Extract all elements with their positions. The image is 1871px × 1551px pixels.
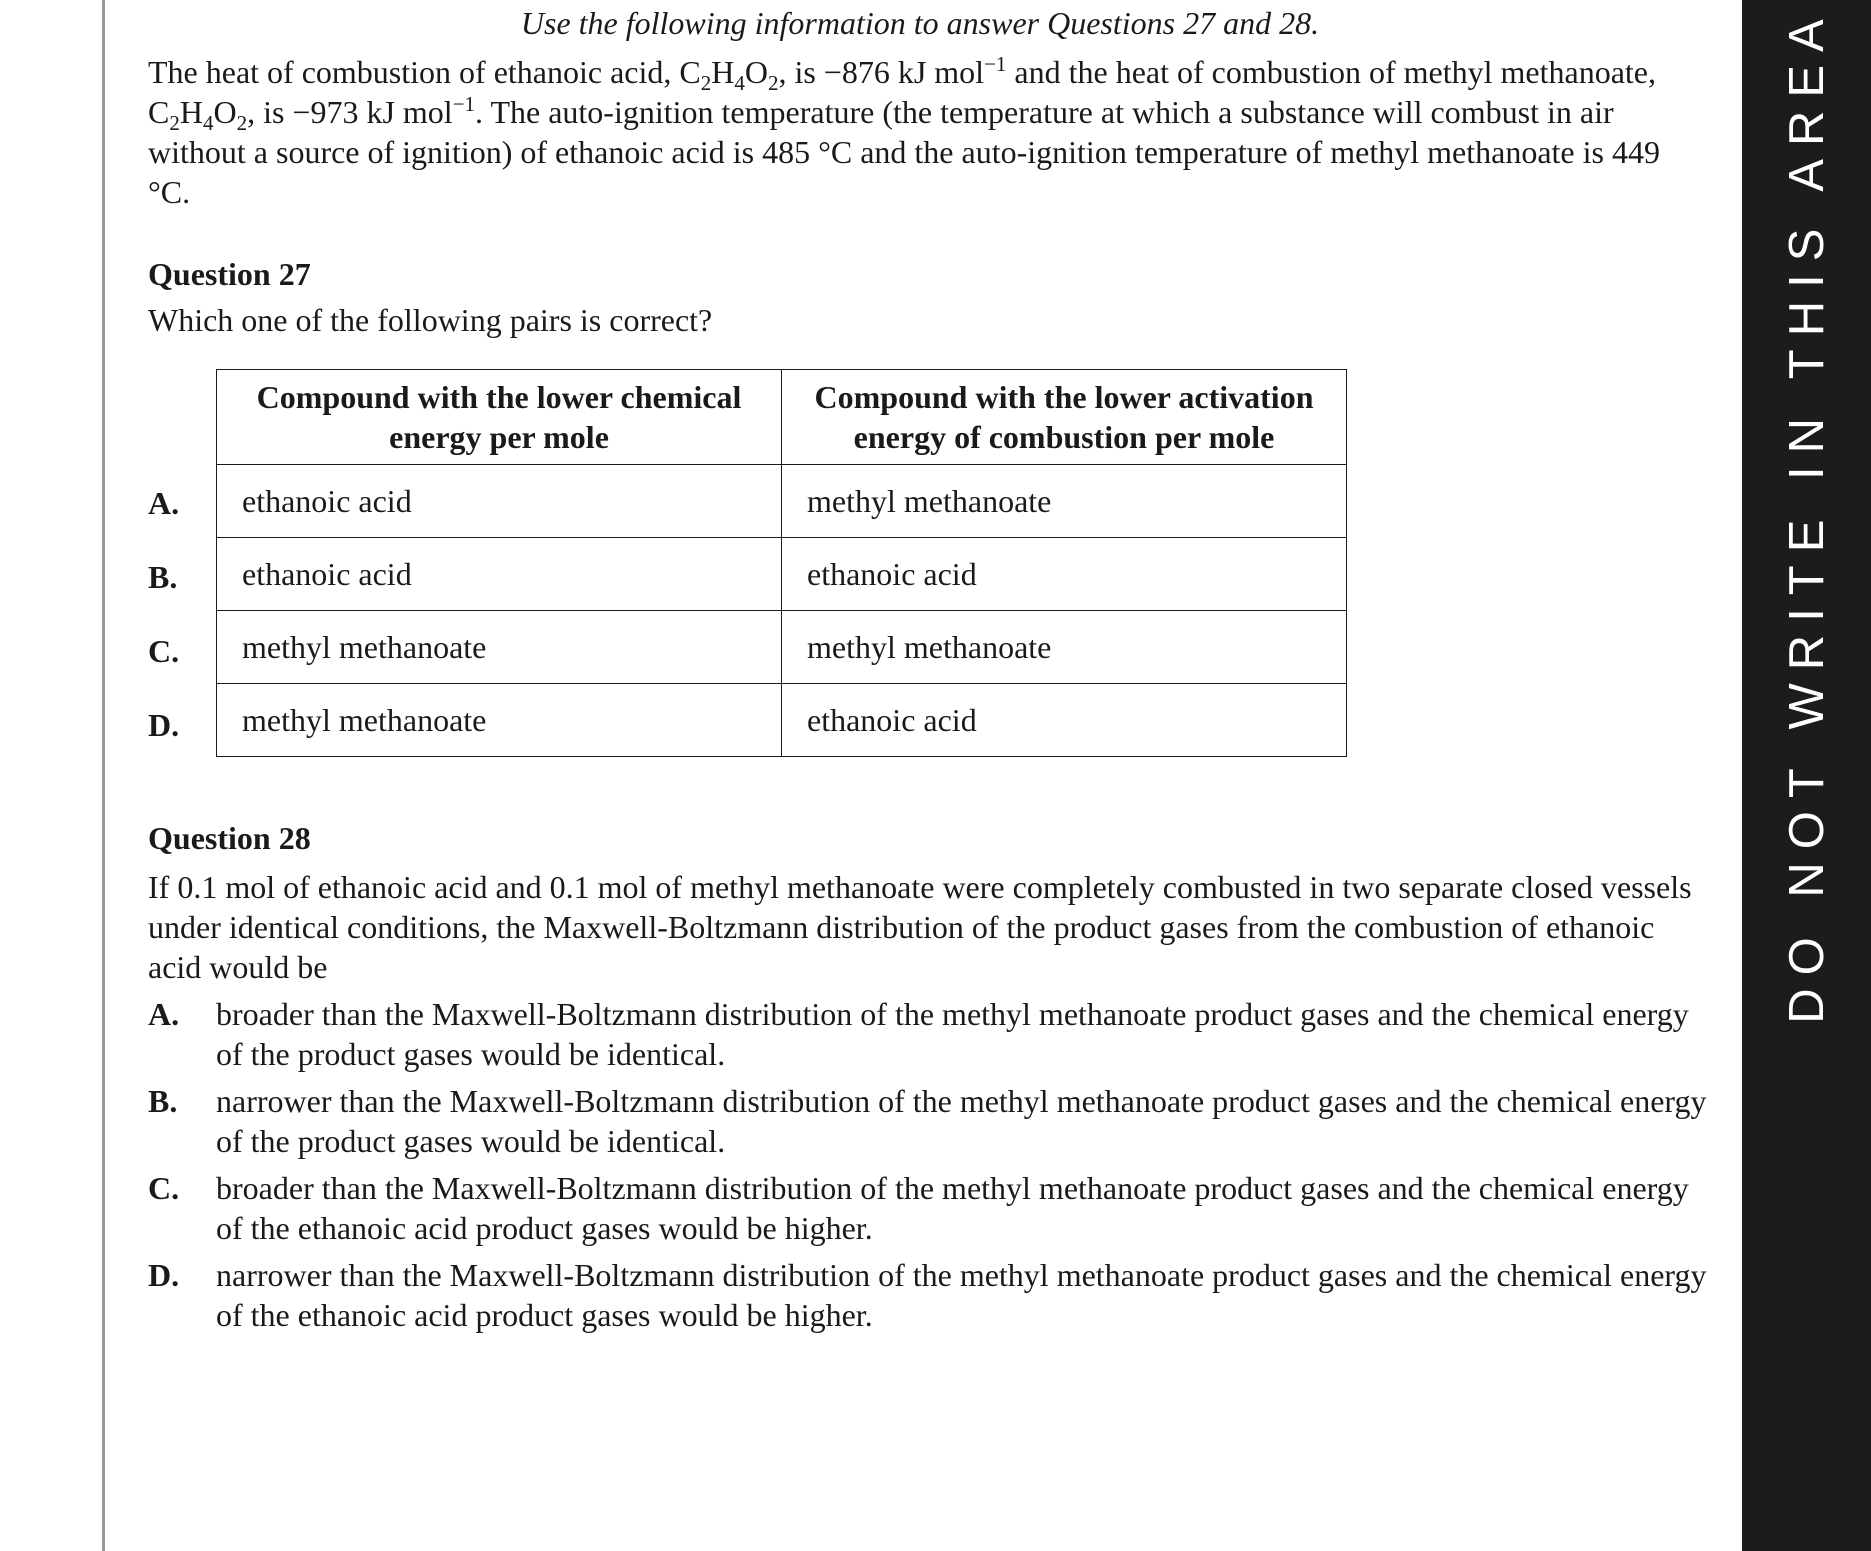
- subscript: 4: [734, 71, 745, 95]
- question-28-heading: Question 28: [148, 820, 311, 856]
- table-cell: methyl methanoate: [782, 465, 1347, 538]
- element-h: H: [711, 54, 735, 90]
- row-label-b: B.: [148, 559, 178, 595]
- question-27-prompt: Which one of the following pairs is correct?: [148, 302, 713, 338]
- option-label: D.: [148, 1257, 180, 1293]
- instruction-text: Use the following information to answer Questions 27 and 28.: [520, 5, 1320, 41]
- option-text: narrower than the Maxwell-Boltzmann distribution of the methyl methanoate product gases and the chemical energy of the product gases would be identical.: [216, 1083, 1707, 1159]
- margin-note: DO NOT WRITE IN THIS AREA: [1779, 6, 1834, 1024]
- option-label: A.: [148, 996, 180, 1032]
- table-cell: ethanoic acid: [782, 684, 1347, 757]
- option-text: narrower than the Maxwell-Boltzmann distribution of the methyl methanoate product gases and the chemical energy of the ethanoic acid product gases would be higher.: [216, 1257, 1707, 1333]
- subscript: 2: [169, 111, 180, 135]
- option-label: B.: [148, 1083, 178, 1119]
- option-label: C.: [148, 1170, 180, 1206]
- info-text-2: , is −876 kJ mol: [778, 54, 985, 90]
- column-header-activation-energy: Compound with the lower activation energy of combustion per mole: [782, 370, 1347, 465]
- subscript: 2: [767, 71, 779, 95]
- question-27-heading: Question 27: [148, 256, 311, 292]
- row-label-d: D.: [148, 707, 180, 743]
- subscript: 2: [700, 71, 712, 95]
- superscript: −1: [984, 52, 1007, 76]
- table-row: [217, 611, 1347, 684]
- option-b: [148, 1081, 1708, 1161]
- answer-table: [216, 369, 1347, 757]
- element-h: H: [179, 94, 203, 130]
- column-header-chemical-energy: Compound with the lower chemical energy per mole: [217, 370, 782, 465]
- table-cell: ethanoic acid: [217, 465, 782, 538]
- table-header-row: [217, 370, 1347, 465]
- subscript: 2: [236, 111, 248, 135]
- margin-bar: [1742, 0, 1871, 1551]
- info-paragraph: [148, 52, 1708, 212]
- table-cell: methyl methanoate: [782, 611, 1347, 684]
- table-cell: ethanoic acid: [782, 538, 1347, 611]
- info-text-5: . The auto-ignition temperature (the temperature at which a substance will combust in air without a source of ignition) of ethanoic acid is 485 °C and the auto-ignition temperature of methyl methanoate is 449 °C.: [148, 94, 1660, 210]
- option-d: [148, 1255, 1708, 1335]
- superscript: −1: [452, 92, 476, 116]
- left-page-rule: [102, 0, 105, 1551]
- table-cell: methyl methanoate: [217, 684, 782, 757]
- table-row: [217, 684, 1347, 757]
- info-text-3: and the heat of combustion of methyl methanoate, C: [148, 54, 1656, 130]
- info-text-4: , is −973 kJ mol: [247, 94, 453, 130]
- table-row: [217, 538, 1347, 611]
- element-o: O: [744, 54, 768, 90]
- table-cell: methyl methanoate: [217, 611, 782, 684]
- element-o: O: [213, 94, 237, 130]
- info-text-1: The heat of combustion of ethanoic acid, C: [148, 54, 701, 90]
- subscript: 4: [202, 111, 214, 135]
- row-label-a: A.: [148, 485, 180, 521]
- option-text: broader than the Maxwell-Boltzmann distribution of the methyl methanoate product gases and the chemical energy of the ethanoic acid product gases would be higher.: [216, 1170, 1689, 1246]
- option-text: broader than the Maxwell-Boltzmann distribution of the methyl methanoate product gases and the chemical energy of the product gases would be identical.: [216, 996, 1689, 1072]
- question-28-prompt: If 0.1 mol of ethanoic acid and 0.1 mol of methyl methanoate were completely combusted in two separate closed vessels under identical conditions, the Maxwell-Boltzmann distribution of the product gases from the combustion of ethanoic acid would be: [148, 869, 1692, 985]
- row-label-c: C.: [148, 633, 180, 669]
- option-a: [148, 994, 1708, 1074]
- option-c: [148, 1168, 1708, 1248]
- table-cell: ethanoic acid: [217, 538, 782, 611]
- table-row: [217, 465, 1347, 538]
